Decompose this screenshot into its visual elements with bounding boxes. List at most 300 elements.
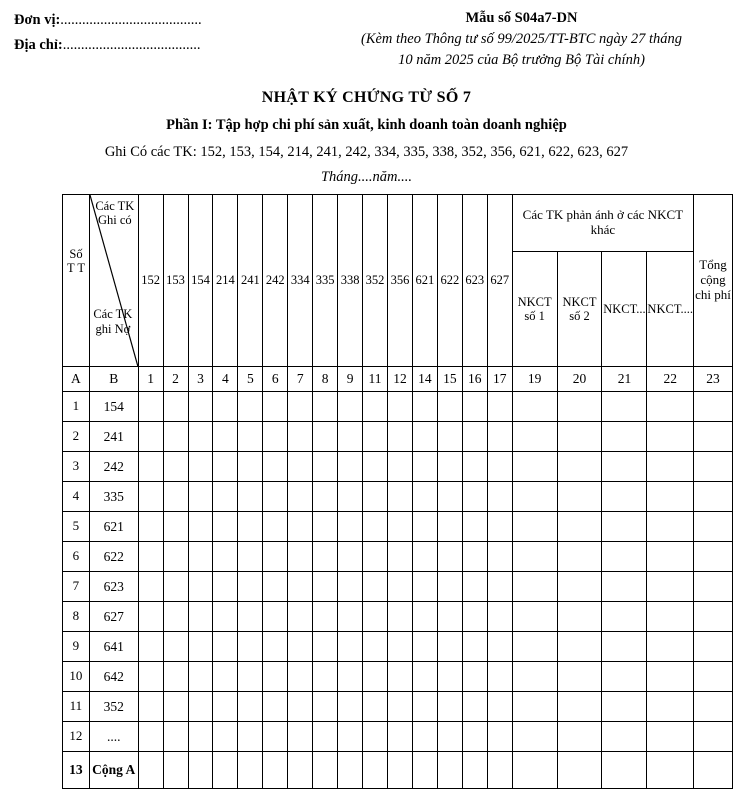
cell[interactable]: [388, 542, 413, 572]
cell[interactable]: [388, 752, 413, 789]
cell[interactable]: [462, 692, 487, 722]
cell[interactable]: [338, 722, 363, 752]
cell[interactable]: [462, 542, 487, 572]
cell[interactable]: [163, 692, 188, 722]
cell[interactable]: [138, 542, 163, 572]
cell[interactable]: [138, 572, 163, 602]
cell[interactable]: [313, 752, 338, 789]
table-row: [63, 392, 733, 422]
numcell-17: 19: [512, 367, 557, 392]
numcell-1: B: [89, 367, 138, 392]
cell[interactable]: [462, 572, 487, 602]
acct-text-3: 214: [216, 273, 235, 288]
cell[interactable]: [163, 602, 188, 632]
cell[interactable]: [487, 512, 512, 542]
cell[interactable]: [694, 662, 733, 692]
total-row-stt: 13: [63, 752, 90, 789]
cell[interactable]: [647, 572, 694, 602]
cell[interactable]: [437, 542, 462, 572]
cell[interactable]: [288, 482, 313, 512]
cell[interactable]: [647, 692, 694, 722]
acct-text-9: 352: [365, 273, 385, 288]
cell[interactable]: [557, 632, 602, 662]
cell[interactable]: [188, 512, 213, 542]
cell[interactable]: [412, 572, 437, 602]
cell[interactable]: [138, 392, 163, 422]
cell[interactable]: [338, 662, 363, 692]
header-credit-acct-13: [462, 195, 487, 367]
table-number-row: [63, 367, 733, 392]
cell[interactable]: [487, 422, 512, 452]
cell[interactable]: [363, 722, 388, 752]
cell[interactable]: [313, 692, 338, 722]
cell[interactable]: [288, 752, 313, 789]
cell[interactable]: [213, 482, 238, 512]
cell[interactable]: [602, 512, 647, 542]
cell[interactable]: [512, 452, 557, 482]
cell[interactable]: [163, 722, 188, 752]
row-account: 641: [89, 632, 138, 662]
cell[interactable]: [487, 452, 512, 482]
cell[interactable]: [487, 602, 512, 632]
cell[interactable]: [263, 542, 288, 572]
cell[interactable]: [238, 572, 263, 602]
cell[interactable]: [238, 692, 263, 722]
cell[interactable]: [163, 392, 188, 422]
cell[interactable]: [388, 512, 413, 542]
cell[interactable]: [163, 512, 188, 542]
cell[interactable]: [138, 632, 163, 662]
cell[interactable]: [412, 482, 437, 512]
cell[interactable]: [388, 602, 413, 632]
cell[interactable]: [487, 752, 512, 789]
cell[interactable]: [363, 452, 388, 482]
cell[interactable]: [694, 572, 733, 602]
acct-text-5: 242: [265, 273, 285, 288]
cell[interactable]: [288, 602, 313, 632]
cell[interactable]: [557, 512, 602, 542]
cell[interactable]: [487, 482, 512, 512]
cell[interactable]: [188, 452, 213, 482]
cell[interactable]: [647, 632, 694, 662]
cell[interactable]: [487, 722, 512, 752]
cell[interactable]: [238, 482, 263, 512]
cell[interactable]: [412, 422, 437, 452]
cell[interactable]: [138, 482, 163, 512]
cell[interactable]: [313, 662, 338, 692]
cell[interactable]: [213, 512, 238, 542]
cell[interactable]: [263, 452, 288, 482]
cell[interactable]: [557, 482, 602, 512]
cell[interactable]: [412, 512, 437, 542]
row-stt: 7: [63, 572, 90, 602]
cell[interactable]: [138, 452, 163, 482]
cell[interactable]: [462, 662, 487, 692]
cell[interactable]: [263, 422, 288, 452]
cell[interactable]: [263, 662, 288, 692]
cell[interactable]: [163, 482, 188, 512]
numcell-14: 15: [437, 367, 462, 392]
cell[interactable]: [288, 512, 313, 542]
cell[interactable]: [602, 542, 647, 572]
cell[interactable]: [647, 542, 694, 572]
cell[interactable]: [557, 662, 602, 692]
numcell-16: 17: [487, 367, 512, 392]
cell[interactable]: [213, 692, 238, 722]
numcell-4: 3: [188, 367, 213, 392]
cell[interactable]: [138, 752, 163, 789]
cell[interactable]: [487, 542, 512, 572]
cell[interactable]: [388, 692, 413, 722]
cell[interactable]: [238, 542, 263, 572]
cell[interactable]: [512, 512, 557, 542]
table-row: [63, 452, 733, 482]
cell[interactable]: [412, 692, 437, 722]
cell[interactable]: [602, 752, 647, 789]
cell[interactable]: [388, 572, 413, 602]
cell[interactable]: [694, 512, 733, 542]
cell[interactable]: [213, 632, 238, 662]
cell[interactable]: [338, 602, 363, 632]
table-row: [63, 662, 733, 692]
cell[interactable]: [412, 632, 437, 662]
numcell-2: 1: [138, 367, 163, 392]
form-code: Mẫu số S04a7-DN: [465, 10, 578, 26]
cell[interactable]: [363, 392, 388, 422]
cell[interactable]: [462, 482, 487, 512]
cell[interactable]: [188, 542, 213, 572]
cell[interactable]: [437, 392, 462, 422]
acct-text-4: 241: [240, 273, 260, 288]
cell[interactable]: [602, 572, 647, 602]
cell[interactable]: [462, 632, 487, 662]
cell[interactable]: [213, 602, 238, 632]
cell[interactable]: [437, 512, 462, 542]
cell[interactable]: [313, 452, 338, 482]
cell[interactable]: [437, 452, 462, 482]
cell[interactable]: [163, 542, 188, 572]
cell[interactable]: [512, 482, 557, 512]
cell[interactable]: [363, 572, 388, 602]
cell[interactable]: [363, 602, 388, 632]
cell[interactable]: [557, 722, 602, 752]
cell[interactable]: [437, 722, 462, 752]
acct-text-14: 627: [490, 273, 510, 288]
cell[interactable]: [412, 722, 437, 752]
circular-line-1: (Kèm theo Thông tư số 99/2025/TT-BTC ngày 27 tháng: [360, 31, 682, 48]
cell[interactable]: [313, 512, 338, 542]
cell[interactable]: [412, 602, 437, 632]
cell[interactable]: [338, 572, 363, 602]
cell[interactable]: [462, 452, 487, 482]
cell[interactable]: [288, 422, 313, 452]
cell[interactable]: [694, 482, 733, 512]
cell[interactable]: [487, 692, 512, 722]
cell[interactable]: [363, 662, 388, 692]
cell[interactable]: [313, 572, 338, 602]
cell[interactable]: [412, 662, 437, 692]
cell[interactable]: [647, 482, 694, 512]
cell[interactable]: [512, 662, 557, 692]
cell[interactable]: [313, 542, 338, 572]
cell[interactable]: [263, 602, 288, 632]
cell[interactable]: [694, 632, 733, 662]
cell[interactable]: [213, 752, 238, 789]
cell[interactable]: [602, 422, 647, 452]
cell[interactable]: [602, 482, 647, 512]
cell[interactable]: [602, 452, 647, 482]
cell[interactable]: [647, 602, 694, 632]
cell[interactable]: [263, 572, 288, 602]
journal-table: [62, 194, 733, 789]
cell[interactable]: [462, 722, 487, 752]
cell[interactable]: [338, 752, 363, 789]
cell[interactable]: [188, 392, 213, 422]
cell[interactable]: [694, 692, 733, 722]
cell[interactable]: [163, 422, 188, 452]
cell[interactable]: [288, 632, 313, 662]
cell[interactable]: [647, 452, 694, 482]
cell[interactable]: [557, 752, 602, 789]
numcell-3: 2: [163, 367, 188, 392]
cell[interactable]: [363, 692, 388, 722]
header-stt-label: Số T T: [67, 247, 85, 276]
cell[interactable]: [487, 572, 512, 602]
header-total-col: Tổng cộng chi phí: [694, 195, 733, 367]
cell[interactable]: [213, 722, 238, 752]
cell[interactable]: [263, 722, 288, 752]
cell[interactable]: [602, 722, 647, 752]
cell[interactable]: [338, 422, 363, 452]
cell[interactable]: [557, 422, 602, 452]
cell[interactable]: [647, 722, 694, 752]
cell[interactable]: [512, 392, 557, 422]
cell[interactable]: [694, 602, 733, 632]
cell[interactable]: [602, 632, 647, 662]
cell[interactable]: [487, 392, 512, 422]
cell[interactable]: [138, 602, 163, 632]
cell[interactable]: [263, 392, 288, 422]
cell[interactable]: [602, 662, 647, 692]
cell[interactable]: [557, 602, 602, 632]
cell[interactable]: [238, 392, 263, 422]
cell[interactable]: [647, 512, 694, 542]
cell[interactable]: [512, 572, 557, 602]
cell[interactable]: [138, 422, 163, 452]
cell[interactable]: [213, 662, 238, 692]
cell[interactable]: [512, 542, 557, 572]
cell[interactable]: [437, 482, 462, 512]
cell[interactable]: [188, 422, 213, 452]
cell[interactable]: [512, 422, 557, 452]
cell[interactable]: [437, 422, 462, 452]
cell[interactable]: [288, 662, 313, 692]
cell[interactable]: [462, 512, 487, 542]
cell[interactable]: [163, 572, 188, 602]
numcell-11: 11: [363, 367, 388, 392]
cell[interactable]: [363, 422, 388, 452]
cell[interactable]: [557, 692, 602, 722]
cell[interactable]: [163, 632, 188, 662]
cell[interactable]: [647, 422, 694, 452]
cell[interactable]: [238, 452, 263, 482]
cell[interactable]: [487, 662, 512, 692]
cell[interactable]: [363, 632, 388, 662]
cell[interactable]: [238, 632, 263, 662]
cell[interactable]: [263, 692, 288, 722]
acct-text-1: 153: [166, 273, 185, 288]
cell[interactable]: [557, 452, 602, 482]
cell[interactable]: [313, 602, 338, 632]
cell[interactable]: [338, 632, 363, 662]
cell[interactable]: [694, 422, 733, 452]
cell[interactable]: [188, 692, 213, 722]
cell[interactable]: [388, 662, 413, 692]
page-title: NHẬT KÝ CHỨNG TỪ SỐ 7: [261, 89, 472, 107]
cell[interactable]: [213, 452, 238, 482]
cell[interactable]: [388, 452, 413, 482]
cell[interactable]: [263, 512, 288, 542]
cell[interactable]: [388, 632, 413, 662]
cell[interactable]: [512, 752, 557, 789]
cell[interactable]: [462, 602, 487, 632]
cell[interactable]: [412, 542, 437, 572]
cell[interactable]: [188, 482, 213, 512]
total-row-label: Cộng A: [89, 752, 138, 789]
cell[interactable]: [363, 482, 388, 512]
header-credit-acct-14: [487, 195, 512, 367]
cell[interactable]: [138, 512, 163, 542]
cell[interactable]: [138, 662, 163, 692]
cell[interactable]: [288, 452, 313, 482]
cell[interactable]: [238, 512, 263, 542]
cell[interactable]: [363, 752, 388, 789]
header-credit-acct-11: [412, 195, 437, 367]
cell[interactable]: [213, 392, 238, 422]
cell[interactable]: [647, 662, 694, 692]
cell[interactable]: [647, 392, 694, 422]
cell[interactable]: [338, 392, 363, 422]
cell[interactable]: [288, 392, 313, 422]
cell[interactable]: [647, 752, 694, 789]
cell[interactable]: [694, 452, 733, 482]
cell[interactable]: [363, 512, 388, 542]
cell[interactable]: [263, 482, 288, 512]
header-stt-cell: [63, 195, 90, 367]
cell[interactable]: [238, 722, 263, 752]
acct-text-13: 623: [465, 273, 485, 288]
row-stt: 4: [63, 482, 90, 512]
cell[interactable]: [557, 542, 602, 572]
header-diagonal-cell: [89, 195, 138, 367]
cell[interactable]: [437, 632, 462, 662]
cell[interactable]: [412, 392, 437, 422]
cell[interactable]: [557, 392, 602, 422]
cell[interactable]: [313, 722, 338, 752]
cell[interactable]: [188, 722, 213, 752]
cell[interactable]: [163, 752, 188, 789]
cell[interactable]: [338, 692, 363, 722]
cell[interactable]: [512, 632, 557, 662]
cell[interactable]: [437, 572, 462, 602]
cell[interactable]: [602, 602, 647, 632]
cell[interactable]: [557, 572, 602, 602]
cell[interactable]: [694, 542, 733, 572]
cell[interactable]: [412, 452, 437, 482]
cell[interactable]: [313, 482, 338, 512]
journal-table-wrap: [62, 194, 733, 789]
cell[interactable]: [138, 722, 163, 752]
cell[interactable]: [238, 602, 263, 632]
cell[interactable]: [288, 722, 313, 752]
cell[interactable]: [288, 542, 313, 572]
cell[interactable]: [313, 632, 338, 662]
cell[interactable]: [512, 722, 557, 752]
cell[interactable]: [263, 632, 288, 662]
row-account: 154: [89, 392, 138, 422]
cell[interactable]: [138, 692, 163, 722]
header-credit-acct-2: [188, 195, 213, 367]
cell[interactable]: [694, 392, 733, 422]
cell[interactable]: [338, 452, 363, 482]
cell[interactable]: [487, 632, 512, 662]
cell[interactable]: [163, 662, 188, 692]
cell[interactable]: [512, 602, 557, 632]
cell[interactable]: [694, 752, 733, 789]
cell[interactable]: [188, 662, 213, 692]
cell[interactable]: [188, 602, 213, 632]
cell[interactable]: [388, 722, 413, 752]
cell[interactable]: [388, 482, 413, 512]
cell[interactable]: [263, 752, 288, 789]
cell[interactable]: [437, 752, 462, 789]
cell[interactable]: [288, 692, 313, 722]
header-credit-acct-4: [238, 195, 263, 367]
cell[interactable]: [188, 752, 213, 789]
cell[interactable]: [462, 392, 487, 422]
cell[interactable]: [437, 692, 462, 722]
cell[interactable]: [213, 422, 238, 452]
cell[interactable]: [512, 692, 557, 722]
cell[interactable]: [313, 422, 338, 452]
cell[interactable]: [288, 572, 313, 602]
cell[interactable]: [437, 602, 462, 632]
cell[interactable]: [213, 572, 238, 602]
cell[interactable]: [602, 692, 647, 722]
cell[interactable]: [163, 452, 188, 482]
cell[interactable]: [188, 632, 213, 662]
cell[interactable]: [213, 542, 238, 572]
cell[interactable]: [388, 392, 413, 422]
cell[interactable]: [338, 542, 363, 572]
cell[interactable]: [602, 392, 647, 422]
cell[interactable]: [238, 662, 263, 692]
cell[interactable]: [338, 482, 363, 512]
cell[interactable]: [437, 662, 462, 692]
cell[interactable]: [188, 572, 213, 602]
numcell-13: 14: [412, 367, 437, 392]
cell[interactable]: [313, 392, 338, 422]
cell[interactable]: [363, 542, 388, 572]
cell[interactable]: [238, 422, 263, 452]
cell[interactable]: [694, 722, 733, 752]
cell[interactable]: [238, 752, 263, 789]
cell[interactable]: [462, 752, 487, 789]
cell[interactable]: [388, 422, 413, 452]
cell[interactable]: [462, 422, 487, 452]
cell[interactable]: [412, 752, 437, 789]
cell[interactable]: [338, 512, 363, 542]
